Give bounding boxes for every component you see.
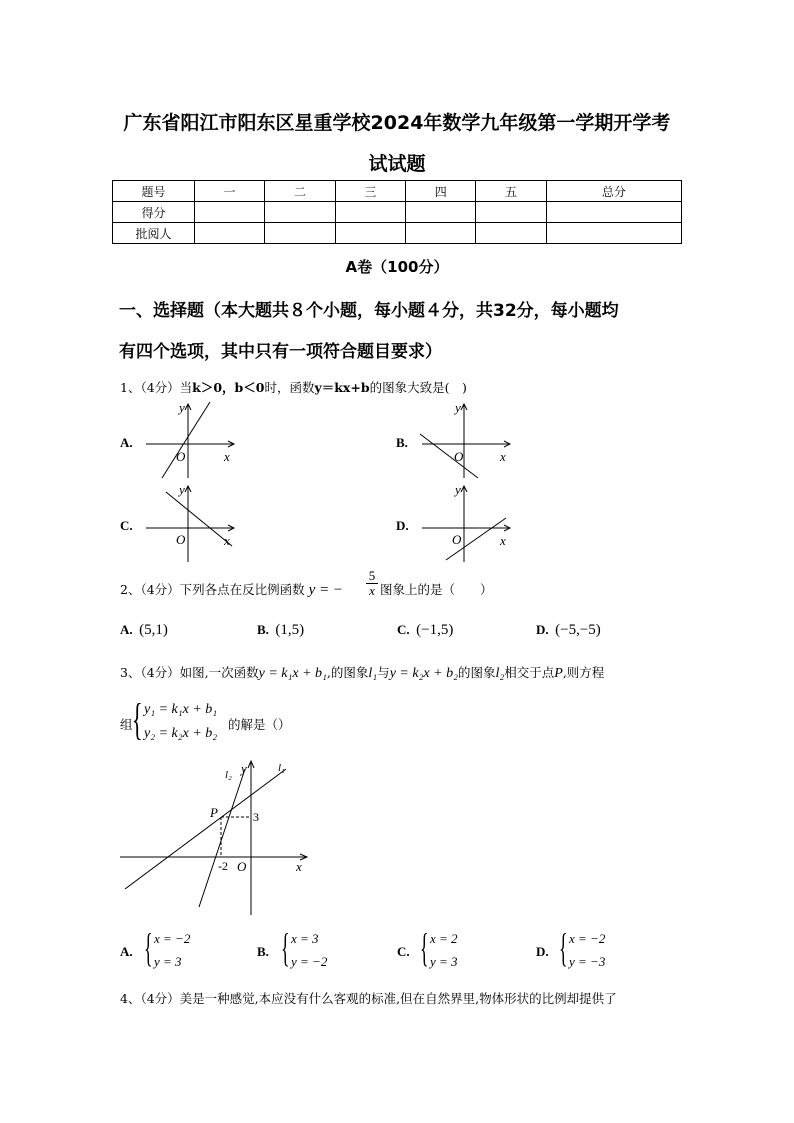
question-4-stem: 4、（4分）美是一种感觉,本应没有什么客观的标准,但在自然界里,物体形状的比例却提供了 <box>120 991 617 1006</box>
q1-option-c-label[interactable]: C. <box>120 518 133 533</box>
score-row-label: 批阅人 <box>113 223 195 244</box>
q1-option-b-label[interactable]: B. <box>396 435 408 450</box>
q3-option-a-label[interactable]: A. <box>120 944 133 959</box>
score-cell <box>546 202 681 223</box>
score-cell <box>406 202 476 223</box>
score-table-header: 二 <box>265 181 335 202</box>
label-l2: l₂ <box>225 769 232 781</box>
system-brace: { <box>132 695 143 744</box>
score-row-label: 得分 <box>113 202 195 223</box>
score-cell <box>335 223 405 244</box>
question-1-stem: 1、（4分）当k＞0，b＜0时，函数y＝kx+b的图象大致是( ) <box>120 380 467 395</box>
line-l2 <box>199 769 245 907</box>
axis-label-y: y <box>179 400 185 415</box>
score-cell <box>195 223 265 244</box>
label-P: P <box>210 805 218 820</box>
q1-option-a-graph[interactable] <box>140 398 240 480</box>
q1-option-b-graph[interactable] <box>416 398 516 480</box>
q3-option-d-system[interactable]: x = −2 y = −3 <box>569 931 606 969</box>
q1-option-a-label[interactable]: A. <box>120 435 133 450</box>
question-3-stem: 3、（4分）如图,一次函数y = k₁x + b₁,的图象l₁与y = k₂x + b₂的图象l₂相交于点P,则方程 <box>120 665 605 681</box>
exam-title-cont: 试试题 <box>368 153 426 175</box>
q1-option-c-graph[interactable] <box>140 480 240 564</box>
q2-option-b[interactable]: B. (1,5) <box>257 622 305 638</box>
label-minus-2: -2 <box>218 859 228 873</box>
section-heading: 一、选择题（本大题共８个小题，每小题４分，共32分，每小题均 <box>119 301 619 321</box>
score-table-header: 四 <box>406 181 476 202</box>
q3-option-c-system[interactable]: x = 2 y = 3 <box>430 931 458 969</box>
score-table-row <box>113 223 682 244</box>
score-cell <box>195 202 265 223</box>
label-y: y <box>241 761 247 776</box>
score-cell <box>476 223 546 244</box>
q3-figure <box>115 755 315 920</box>
question-3-stem-end: 的解是（） <box>228 717 291 732</box>
q3-option-a-system[interactable]: x = −2 y = 3 <box>154 931 191 969</box>
question-3-system: y₁ = k₁x + b₁ y₂ = k₂x + b₂ <box>144 702 218 741</box>
score-table <box>112 180 682 244</box>
axis-label-origin: O <box>176 532 186 547</box>
score-cell <box>476 202 546 223</box>
q1-option-d-label[interactable]: D. <box>396 518 409 533</box>
label-x: x <box>296 859 302 874</box>
score-cell <box>546 223 681 244</box>
score-table-row <box>113 202 682 223</box>
paper-section-label: A卷（100分） <box>345 258 449 276</box>
score-table-header: 一 <box>195 181 265 202</box>
q3-option-b-system[interactable]: x = 3 y = −2 <box>291 931 328 969</box>
brace-icon: { <box>420 925 429 970</box>
q3-option-d-label[interactable]: D. <box>536 944 549 959</box>
brace-icon: { <box>559 925 568 970</box>
brace-icon: { <box>144 925 153 970</box>
score-table-header: 五 <box>476 181 546 202</box>
axis-label-x: x <box>224 533 230 548</box>
q1-option-d-graph[interactable] <box>416 480 516 564</box>
axis-label-y: y <box>179 482 185 497</box>
score-table-header: 题号 <box>113 181 195 202</box>
exam-title: 广东省阳江市阳东区星重学校2024年数学九年级第一学期开学考 <box>123 112 671 134</box>
q2-fraction: 5 x <box>366 569 378 598</box>
axis-label-origin: O <box>454 449 464 464</box>
q2-option-d[interactable]: D. (−5,−5) <box>536 622 601 638</box>
score-cell <box>406 223 476 244</box>
line-l1 <box>125 769 286 889</box>
q3-option-c-label[interactable]: C. <box>397 944 410 959</box>
score-cell <box>265 202 335 223</box>
axis-label-origin: O <box>452 532 462 547</box>
axis-label-x: x <box>500 533 506 548</box>
axis-label-origin: O <box>176 449 186 464</box>
question-2-stem-end: 图象上的是（ ） <box>380 582 493 597</box>
brace-icon: { <box>281 925 290 970</box>
q2-option-a[interactable]: A. (5,1) <box>120 622 168 638</box>
q3-option-b-label[interactable]: B. <box>257 944 269 959</box>
question-2-stem: 2、（4分）下列各点在反比例函数 y = − <box>120 582 344 598</box>
score-cell <box>265 223 335 244</box>
axis-label-y: y <box>455 482 461 497</box>
axis-label-y: y <box>455 400 461 415</box>
section-heading-cont: 有四个选项，其中只有一项符合题目要求） <box>119 342 442 362</box>
score-cell <box>335 202 405 223</box>
axis-label-x: x <box>224 449 230 464</box>
label-O: O <box>237 859 247 874</box>
question-3-sys-prefix: 组 <box>120 717 133 732</box>
axis-label-x: x <box>500 449 506 464</box>
label-3: 3 <box>253 810 259 824</box>
label-l1: l₁ <box>278 762 285 774</box>
score-table-header: 三 <box>335 181 405 202</box>
score-table-header: 总分 <box>546 181 681 202</box>
score-table-header-row <box>113 181 682 202</box>
q2-option-c[interactable]: C. (−1,5) <box>397 622 454 638</box>
